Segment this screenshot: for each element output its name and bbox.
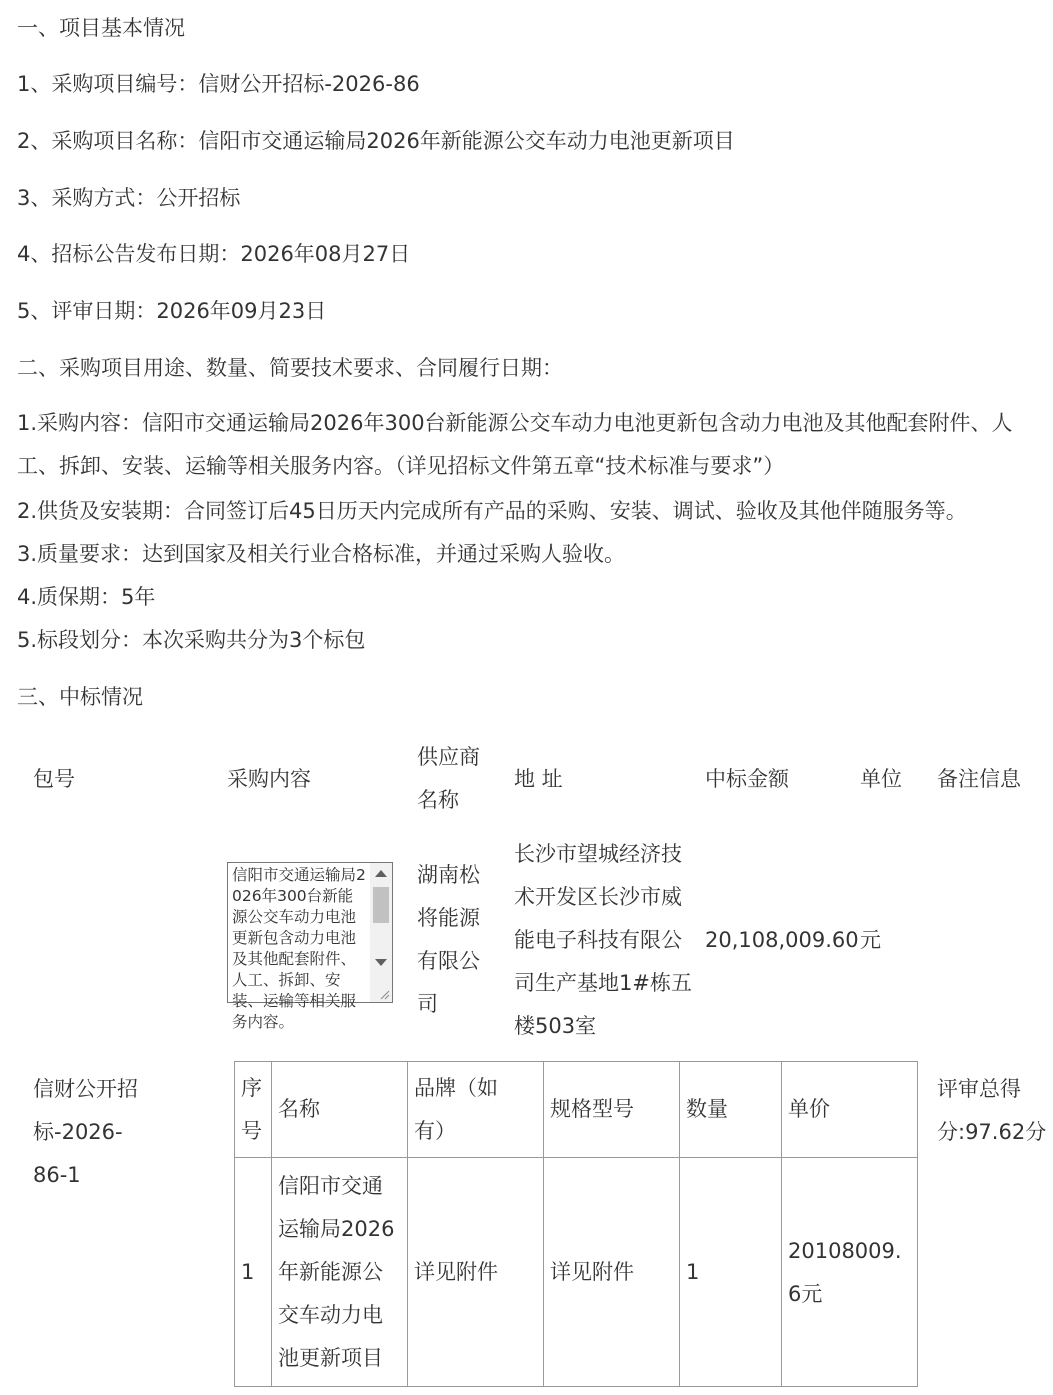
detail-th-no: 序号 — [241, 1075, 262, 1143]
textarea-scrollbar[interactable] — [370, 863, 392, 1002]
section1-item-1: 1、采购项目编号：信财公开招标-2026-86 — [17, 72, 420, 96]
detail-th-qty: 数量 — [686, 1097, 728, 1121]
th-unit: 单位 — [860, 767, 902, 791]
detail-no: 1 — [241, 1259, 255, 1284]
th-content: 采购内容 — [227, 767, 311, 791]
scroll-down-arrow-icon[interactable] — [375, 959, 387, 966]
detail-row — [235, 1158, 918, 1387]
section1-heading: 一、项目基本情况 — [17, 16, 185, 40]
section1-item-5: 5、评审日期：2026年09月23日 — [17, 299, 327, 323]
section2-item-2: 2.供货及安装期：合同签订后45日历天内完成所有产品的采购、安装、调试、验收及其他伴随服务等。 — [17, 499, 967, 523]
detail-brand: 详见附件 — [414, 1259, 498, 1284]
review-score: 评审总得分:97.62分 — [937, 1077, 1047, 1144]
detail-qty: 1 — [686, 1259, 700, 1284]
th-remark: 备注信息 — [937, 767, 1021, 791]
detail-header-row — [235, 1062, 918, 1158]
section2-item-1: 1.采购内容：信阳市交通运输局2026年300台新能源公交车动力电池更新包含动力电池及其他配套附件、人工、拆卸、安装、运输等相关服务内容。（详见招标文件第五章“技术标准与要求”） — [17, 411, 1013, 478]
th-address: 地 址 — [514, 767, 563, 791]
supplier-name: 湖南松将能源有限公司 — [417, 863, 480, 1016]
detail-spec: 详见附件 — [550, 1259, 634, 1284]
detail-table — [234, 1061, 918, 1387]
th-package-no: 包号 — [33, 767, 75, 791]
detail-name: 信阳市交通运输局2026年新能源公交车动力电池更新项目 — [278, 1173, 395, 1370]
award-unit: 元 — [860, 928, 881, 952]
supplier-address: 长沙市望城经济技术开发区长沙市威能电子科技有限公司生产基地1#栋五楼503室 — [514, 842, 692, 1038]
detail-th-name: 名称 — [278, 1097, 320, 1121]
scroll-up-arrow-icon[interactable] — [375, 870, 387, 877]
th-supplier: 供应商名称 — [417, 745, 480, 812]
detail-th-brand: 品牌（如有） — [414, 1075, 498, 1143]
detail-th-price: 单价 — [788, 1097, 830, 1121]
resize-grip-icon[interactable] — [378, 988, 390, 1000]
content-textarea-text: 信阳市交通运输局2026年300台新能源公交车动力电池更新包含动力电池及其他配套附件、人工、拆卸、安装、运输等相关服务内容。 — [232, 866, 366, 1031]
scroll-thumb[interactable] — [373, 887, 389, 923]
section1-item-2: 2、采购项目名称：信阳市交通运输局2026年新能源公交车动力电池更新项目 — [17, 129, 735, 153]
content-textarea[interactable] — [227, 862, 393, 1031]
th-amount: 中标金额 — [705, 767, 789, 791]
section2-item-4: 4.质保期：5年 — [17, 585, 156, 609]
section3-heading: 三、中标情况 — [17, 685, 143, 709]
section2-item-5: 5.标段划分：本次采购共分为3个标包 — [17, 628, 366, 652]
section1-item-4: 4、招标公告发布日期：2026年08月27日 — [17, 242, 411, 266]
section2-item-3: 3.质量要求：达到国家及相关行业合格标准，并通过采购人验收。 — [17, 542, 626, 566]
package-number: 信财公开招标-2026-86-1 — [33, 1077, 138, 1187]
detail-th-spec: 规格型号 — [550, 1097, 634, 1121]
section2-heading: 二、采购项目用途、数量、简要技术要求、合同履行日期： — [17, 356, 563, 380]
award-amount: 20,108,009.60 — [705, 928, 859, 952]
detail-price: 20108009.6元 — [788, 1239, 902, 1306]
section1-item-3: 3、采购方式：公开招标 — [17, 186, 241, 210]
